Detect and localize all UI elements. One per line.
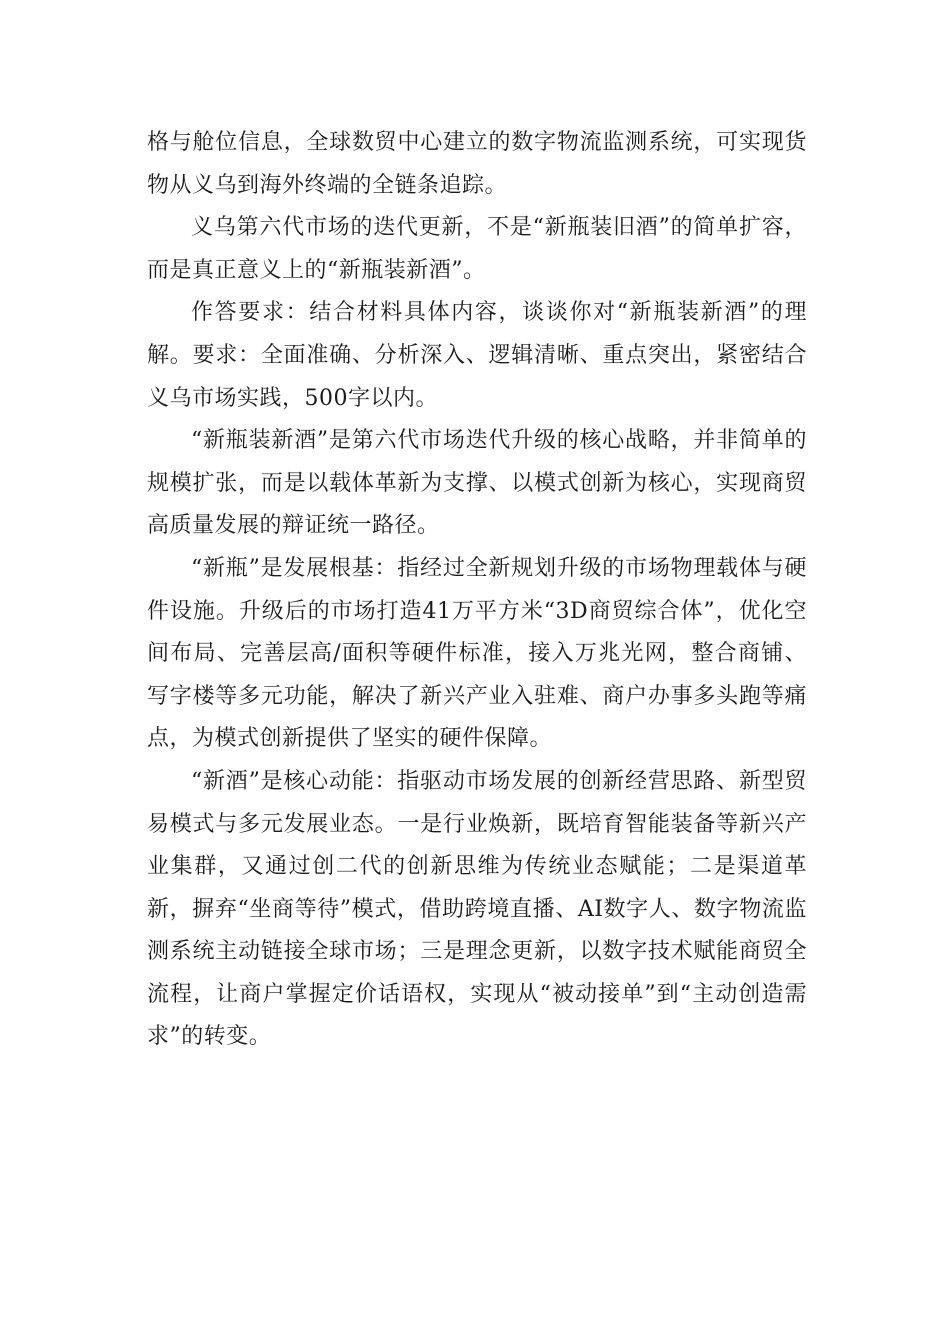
document-body [147, 122, 807, 1059]
paragraph-intro: 义乌第六代市场的迭代更新，不是“新瓶装旧酒”的简单扩容，而是真正意义上的“新瓶装新酒”。 [147, 215, 807, 283]
paragraph-new-bottle: “新瓶”是发展根基：指经过全新规划升级的市场物理载体与硬件设施。升级后的市场打造41万平方米“3D商贸综合体”，优化空间布局、完善层高/面积等硬件标准，接入万兆光网，整合商铺、写字楼等多元功能，解决了新兴产业入驻难、商户办事多头跑等痛点，为模式创新提供了坚实的硬件保障。 [147, 555, 807, 752]
paragraph-thesis: “新瓶装新酒”是第六代市场迭代升级的核心战略，并非简单的规模扩张，而是以载体革新为支撑、以模式创新为核心，实现商贸高质量发展的辩证统一路径。 [147, 428, 807, 539]
paragraph-question: 作答要求：结合材料具体内容，谈谈你对“新瓶装新酒”的理解。要求：全面准确、分析深入、逻辑清晰、重点突出，紧密结合义乌市场实践，500字以内。 [147, 300, 807, 411]
paragraph-new-wine: “新酒”是核心动能：指驱动市场发展的创新经营思路、新型贸易模式与多元发展业态。一是行业焕新，既培育智能装备等新兴产业集群，又通过创二代的创新思维为传统业态赋能；二是渠道革新，摒弃“坐商等待”模式，借助跨境直播、AI数字人、数字物流监测系统主动链接全球市场；三是理念更新，以数字技术赋能商贸全流程，让商户掌握定价话语权，实现从“被动接单”到“主动创造需求”的转变。 [147, 768, 807, 1050]
paragraph-continuation: 格与舱位信息，全球数贸中心建立的数字物流监测系统，可实现货物从义乌到海外终端的全链条追踪。 [147, 130, 807, 198]
